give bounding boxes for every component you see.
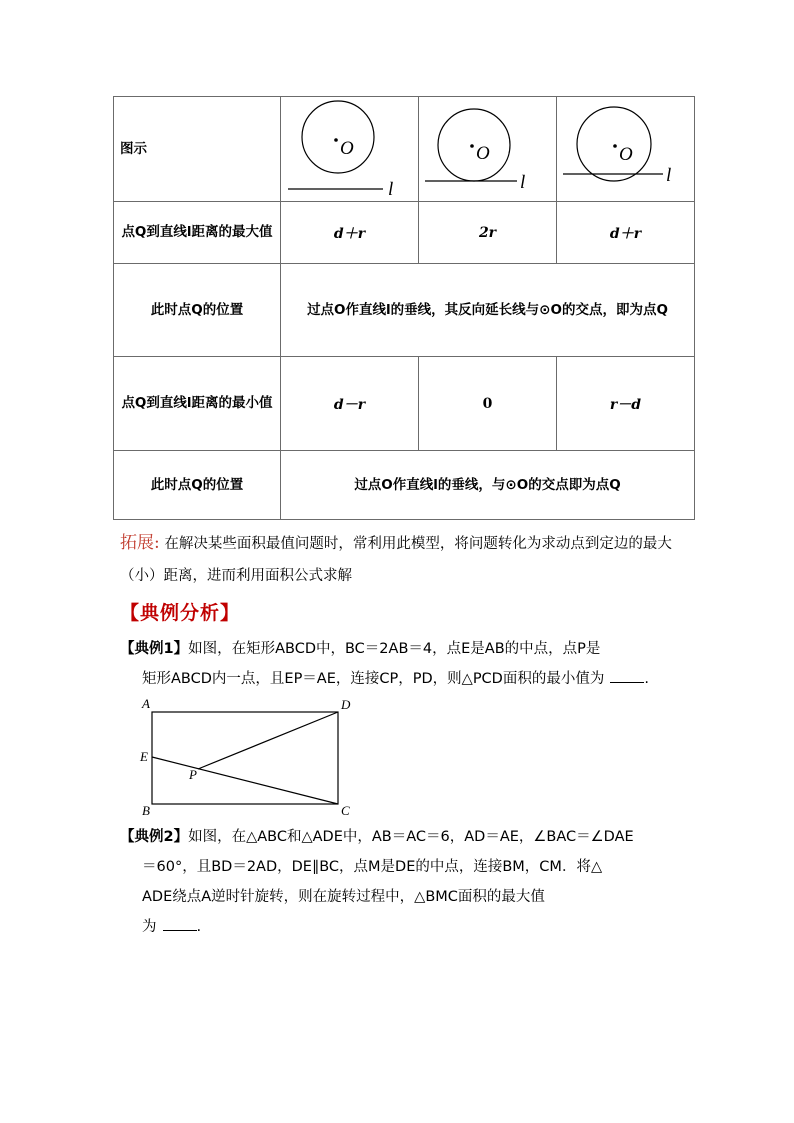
example-2-line-3: ADE绕点A逆时针旋转，则在旋转过程中，△BMC面积的最大值 [142, 889, 545, 905]
row-label-diagram: 图示 [114, 97, 281, 202]
point-label-p: P [189, 767, 197, 782]
position-description-min: 过点O作直线l的垂线，与⊙O的交点即为点Q [281, 451, 695, 520]
min-value-separate: d－r [281, 357, 419, 451]
answer-blank [610, 668, 644, 683]
example-1-line-2: 矩形ABCD内一点，且EP＝AE，连接CP，PD，则△PCD面积的最小值为 [142, 671, 605, 687]
circle-line-intersect-diagram [557, 97, 685, 201]
row-label-min-distance: 点Q到直线l距离的最小值 [114, 357, 281, 451]
extension-text: 在解决某些面积最值问题时，常利用此模型，将问题转化为求动点到定边的最大（小）距离，进而利用面积公式求解 [120, 536, 672, 584]
row-label-position: 此时点Q的位置 [114, 264, 281, 357]
min-value-tangent: 0 [419, 357, 557, 451]
max-value-separate: d＋r [281, 202, 419, 264]
example-1-tag: 【典例1】 [120, 641, 189, 657]
table-row [114, 451, 695, 520]
row-label-max-distance: 点Q到直线l距离的最大值 [114, 202, 281, 264]
table-row [114, 357, 695, 451]
example-2-line-1: 如图，在△ABC和△ADE中，AB＝AC＝6，AD＝AE，∠BAC＝∠DAE [188, 829, 634, 845]
example-1-line-1: 如图，在矩形ABCD中，BC＝2AB＝4，点E是AB的中点，点P是 [188, 641, 601, 657]
vertex-label-b: B [142, 803, 150, 818]
section-heading: 【典例分析】 [120, 602, 241, 624]
center-label: O [476, 143, 490, 164]
comparison-table [113, 96, 695, 520]
center-label: O [340, 138, 354, 159]
table-row [114, 264, 695, 357]
diagram-cell-tangent [419, 97, 557, 202]
table-row [114, 202, 695, 264]
circle-line-tangent-diagram [419, 97, 575, 201]
example-2-tag: 【典例2】 [120, 829, 189, 845]
center-label: O [619, 144, 633, 165]
line-label: l [388, 179, 394, 200]
circle-line-separate-diagram [281, 97, 423, 201]
line-label: l [520, 172, 526, 193]
extension-keyword: 拓展: [120, 533, 160, 553]
vertex-label-c: C [341, 803, 350, 818]
example-1: 【典例1】如图，在矩形ABCD中，BC＝2AB＝4，点E是AB的中点，点P是 矩形ABCD内一点，且EP＝AE，连接CP，PD，则△PCD面积的最小值为 . [120, 641, 649, 687]
rectangle-figure [136, 695, 356, 819]
line-label: l [666, 165, 672, 186]
max-value-tangent: 2r [419, 202, 557, 264]
answer-blank [163, 916, 197, 931]
point-label-e: E [140, 749, 148, 764]
example-2-line-4: 为 [142, 919, 157, 935]
diagram-cell-intersect [557, 97, 695, 202]
example-2-line-2: ＝60°，且BD＝2AD，DE∥BC，点M是DE的中点，连接BM，CM．将△ [142, 859, 603, 875]
vertex-label-a: A [142, 696, 150, 711]
vertex-label-d: D [341, 697, 351, 712]
table-row [114, 97, 695, 202]
diagram-cell-separate [281, 97, 419, 202]
example-2: 【典例2】如图，在△ABC和△ADE中，AB＝AC＝6，AD＝AE，∠BAC＝∠DAE ＝60°，且BD＝2AD，DE∥BC，点M是DE的中点，连接BM，CM．将△ ADE绕点A逆时针旋转，则在旋转过程中，△BMC面积的最大值 为 . [120, 822, 700, 942]
max-value-intersect: d＋r [557, 202, 695, 264]
min-value-intersect: r－d [557, 357, 695, 451]
extension-note [120, 527, 700, 592]
position-description-max: 过点O作直线l的垂线，其反向延长线与⊙O的交点，即为点Q [281, 264, 695, 357]
row-label-position: 此时点Q的位置 [114, 451, 281, 520]
